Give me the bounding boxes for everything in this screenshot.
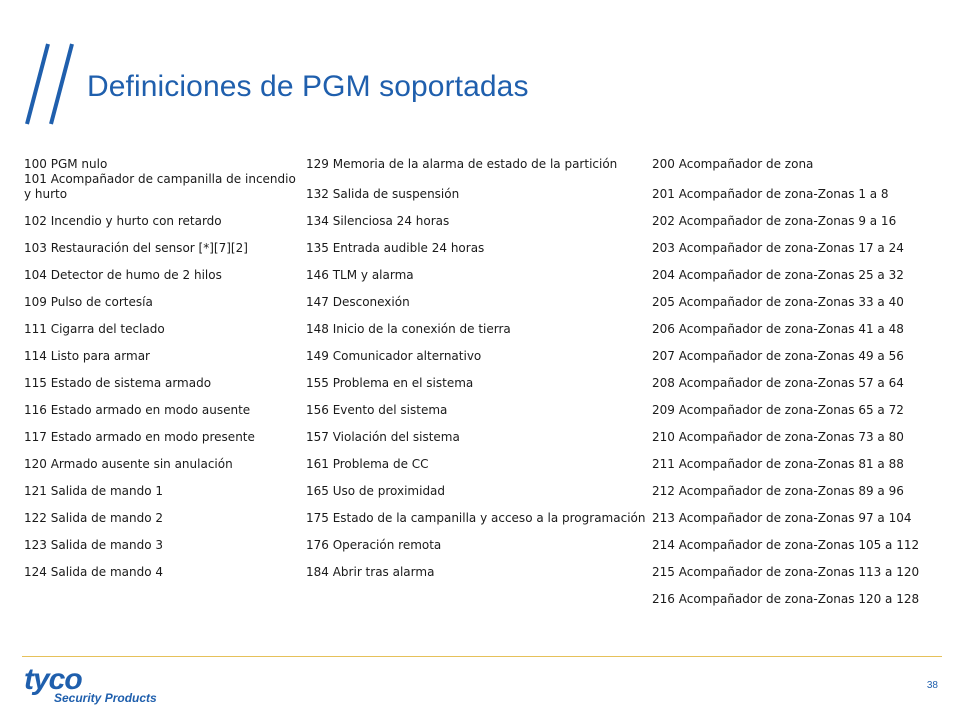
table-cell: 121 Salida de mando 1 xyxy=(24,484,164,498)
table-cell: 116 Estado armado en modo ausente xyxy=(24,403,251,417)
table-cell: 115 Estado de sistema armado xyxy=(24,376,212,390)
page-title: Definiciones de PGM soportadas xyxy=(87,70,529,103)
table-cell: 176 Operación remota xyxy=(306,538,442,552)
table-cell: 175 Estado de la campanilla y acceso a la programación xyxy=(306,511,646,525)
table-cell: 103 Restauración del sensor [*][7][2] xyxy=(24,241,248,255)
table-cell: 120 Armado ausente sin anulación xyxy=(24,457,233,471)
table-cell: 205 Acompañador de zona-Zonas 33 a 40 xyxy=(652,295,904,309)
table-cell: 207 Acompañador de zona-Zonas 49 a 56 xyxy=(652,349,904,363)
table-cell xyxy=(304,580,650,607)
table-cell: 132 Salida de suspensión xyxy=(306,187,460,201)
tyco-logo xyxy=(22,665,172,710)
table-row xyxy=(22,472,948,499)
table-row xyxy=(22,445,948,472)
table-cell: 209 Acompañador de zona-Zonas 65 a 72 xyxy=(652,403,904,417)
table-cell xyxy=(22,580,304,607)
table-row xyxy=(22,553,948,580)
table-cell: 122 Salida de mando 2 xyxy=(24,511,164,525)
table-cell: 135 Entrada audible 24 horas xyxy=(306,241,485,255)
table-row xyxy=(22,418,948,445)
table-cell: 124 Salida de mando 4 xyxy=(24,565,164,579)
table-cell: 161 Problema de CC xyxy=(306,457,429,471)
table-cell: 206 Acompañador de zona-Zonas 41 a 48 xyxy=(652,322,904,336)
table-cell: 102 Incendio y hurto con retardo xyxy=(24,214,222,228)
table-row xyxy=(22,499,948,526)
table-cell: 200 Acompañador de zona xyxy=(652,157,814,171)
pgm-definitions-table xyxy=(22,145,948,607)
table-row xyxy=(22,172,948,202)
table-cell: 156 Evento del sistema xyxy=(306,403,448,417)
table-cell: 146 TLM y alarma xyxy=(306,268,414,282)
table-cell: 210 Acompañador de zona-Zonas 73 a 80 xyxy=(652,430,904,444)
table-row xyxy=(22,391,948,418)
table-cell: 212 Acompañador de zona-Zonas 89 a 96 xyxy=(652,484,904,498)
pgm-table-body xyxy=(22,145,948,607)
table-row xyxy=(22,202,948,229)
table-cell: 101 Acompañador de campanilla de incendio y hurto xyxy=(24,172,296,201)
table-row xyxy=(22,256,948,283)
table-row xyxy=(22,310,948,337)
table-cell: 149 Comunicador alternativo xyxy=(306,349,482,363)
table-cell: 114 Listo para armar xyxy=(24,349,150,363)
table-cell: 184 Abrir tras alarma xyxy=(306,565,435,579)
table-cell: 214 Acompañador de zona-Zonas 105 a 112 xyxy=(652,538,920,552)
table-row xyxy=(22,337,948,364)
table-cell: 204 Acompañador de zona-Zonas 25 a 32 xyxy=(652,268,904,282)
table-row xyxy=(22,526,948,553)
table-row xyxy=(22,145,948,172)
table-cell: 134 Silenciosa 24 horas xyxy=(306,214,450,228)
logo-wordmark: tyco xyxy=(24,663,82,696)
table-cell: 155 Problema en el sistema xyxy=(306,376,474,390)
table-cell: 201 Acompañador de zona-Zonas 1 a 8 xyxy=(652,187,889,201)
table-cell: 165 Uso de proximidad xyxy=(306,484,446,498)
table-row xyxy=(22,229,948,256)
logo-subtitle: Security Products xyxy=(54,691,157,705)
table-row xyxy=(22,580,948,607)
table-cell: 157 Violación del sistema xyxy=(306,430,460,444)
table-cell: 211 Acompañador de zona-Zonas 81 a 88 xyxy=(652,457,904,471)
table-cell: 117 Estado armado en modo presente xyxy=(24,430,255,444)
table-cell: 203 Acompañador de zona-Zonas 17 a 24 xyxy=(652,241,904,255)
table-cell: 215 Acompañador de zona-Zonas 113 a 120 xyxy=(652,565,920,579)
footer-divider xyxy=(22,656,942,657)
table-cell: 129 Memoria de la alarma de estado de la partición xyxy=(306,157,618,171)
page-number: 38 xyxy=(926,680,938,691)
table-cell: 148 Inicio de la conexión de tierra xyxy=(306,322,511,336)
table-cell: 202 Acompañador de zona-Zonas 9 a 16 xyxy=(652,214,897,228)
table-cell: 100 PGM nulo xyxy=(24,157,108,171)
table-cell: 213 Acompañador de zona-Zonas 97 a 104 xyxy=(652,511,912,525)
table-cell: 123 Salida de mando 3 xyxy=(24,538,164,552)
table-row xyxy=(22,283,948,310)
table-cell: 104 Detector de humo de 2 hilos xyxy=(24,268,222,282)
table-cell: 147 Desconexión xyxy=(306,295,410,309)
table-cell: 111 Cigarra del teclado xyxy=(24,322,165,336)
table-cell: 208 Acompañador de zona-Zonas 57 a 64 xyxy=(652,376,904,390)
table-cell: 109 Pulso de cortesía xyxy=(24,295,153,309)
table-cell: 216 Acompañador de zona-Zonas 120 a 128 xyxy=(652,592,920,606)
table-row xyxy=(22,364,948,391)
title-slashes-icon xyxy=(20,40,90,130)
